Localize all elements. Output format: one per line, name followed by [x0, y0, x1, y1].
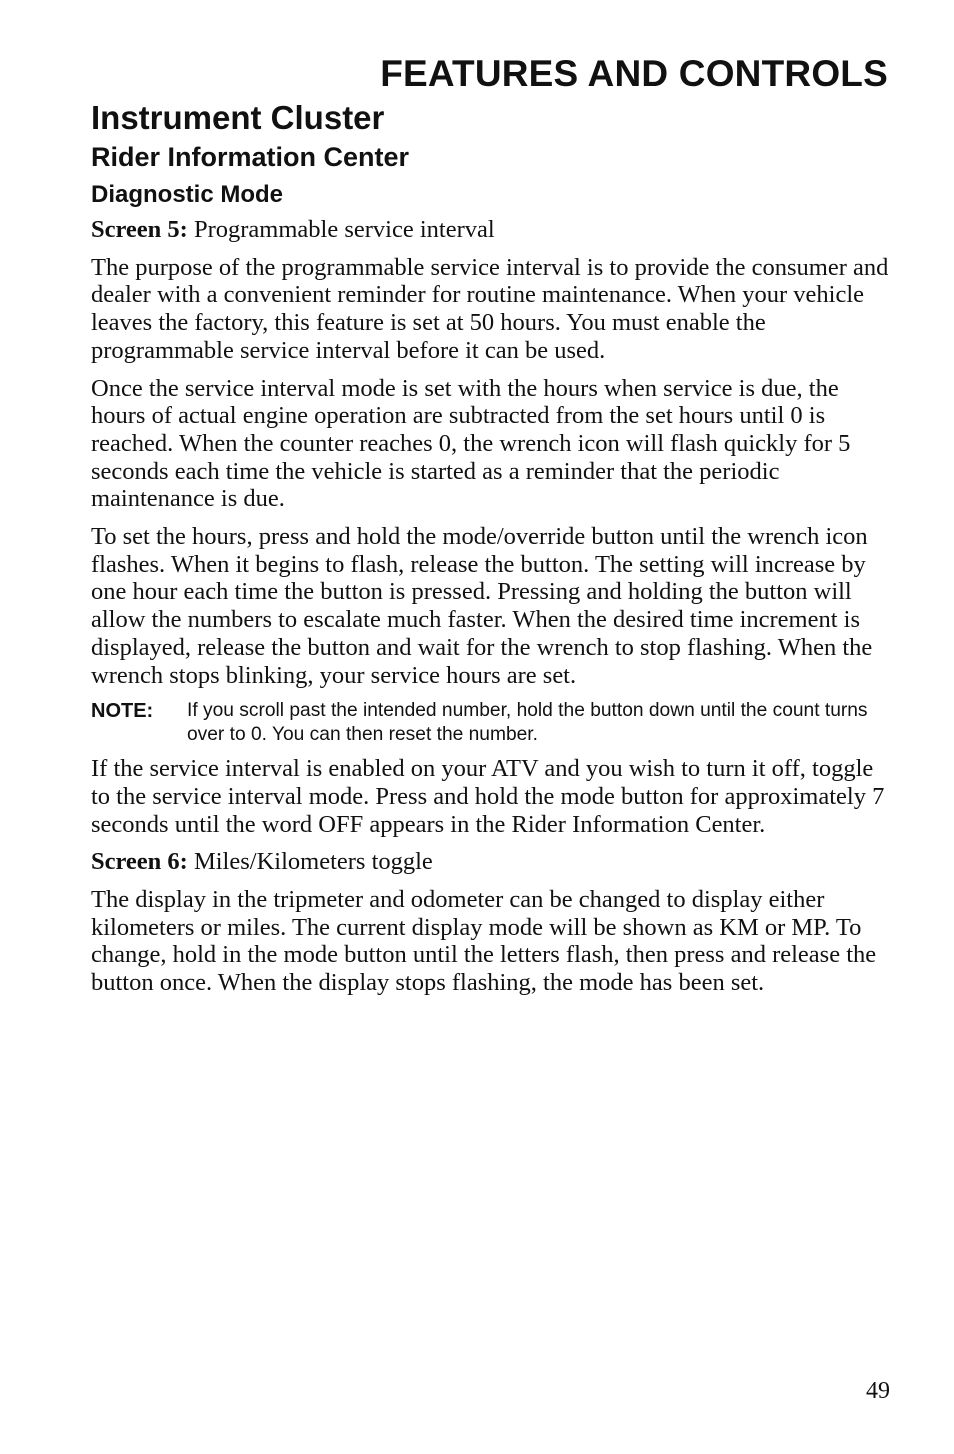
page-number: 49 [866, 1378, 890, 1404]
screen6-title: Miles/Kilometers toggle [193, 848, 433, 876]
section-title: Instrument Cluster [91, 99, 385, 136]
screen5-heading [91, 216, 891, 244]
screen6-label: Screen 6: [91, 848, 188, 876]
paragraph-set-hours: To set the hours, press and hold the mode/override button until the wrench icon flashes. When it begins to flash, release the button. The setting will increase by one hour each time the button is pressed. Pressing and holding the button will allow the numbers to escalate much faster. When the desired time increment is displayed, release the button and wait for the wrench to stop flashing. When the wrench stops blinking, your service hours are set. [91, 523, 873, 689]
paragraph-countdown: Once the service interval mode is set with the hours when service is due, the hours of actual engine operation are subtracted from the set hours until 0 is reached. When the counter reaches 0, the wrench icon will flash quickly for 5 seconds each time the vehicle is started as a reminder that the periodic maintenance is due. [91, 374, 851, 513]
note-text: If you scroll past the intended number, hold the button down until the count turns over to 0. You can then reset the number. [187, 700, 868, 746]
screen5-title: Programmable service interval [193, 216, 495, 243]
section-subtitle: Rider Information Center [91, 142, 410, 172]
note-label: NOTE: [91, 700, 154, 723]
screen6-heading [91, 848, 891, 876]
paragraph-units-toggle: The display in the tripmeter and odometer can be changed to display either kilometers or miles. The current display mode will be shown as KM or MP. To change, hold in the mode button until the letters flash, then press and release the button once. When the display stops flashing, the mode has been set. [91, 886, 877, 997]
paragraph-purpose: The purpose of the programmable service interval is to provide the consumer and dealer with a convenient reminder for routine maintenance. When your vehicle leaves the factory, this feature is set at 50 hours. You must enable the programmable service interval before it can be used. [91, 253, 889, 364]
note-block [91, 699, 891, 747]
chapter-title: FEATURES AND CONTROLS [380, 53, 888, 94]
page-content [91, 98, 891, 1007]
section-subsubtitle: Diagnostic Mode [91, 181, 284, 208]
screen5-label: Screen 5: [91, 216, 188, 243]
paragraph-turn-off: If the service interval is enabled on your ATV and you wish to turn it off, toggle to the service interval mode. Press and hold the mode button for approximately 7 seconds until the word OFF appears in the Rider Information Center. [91, 755, 885, 838]
